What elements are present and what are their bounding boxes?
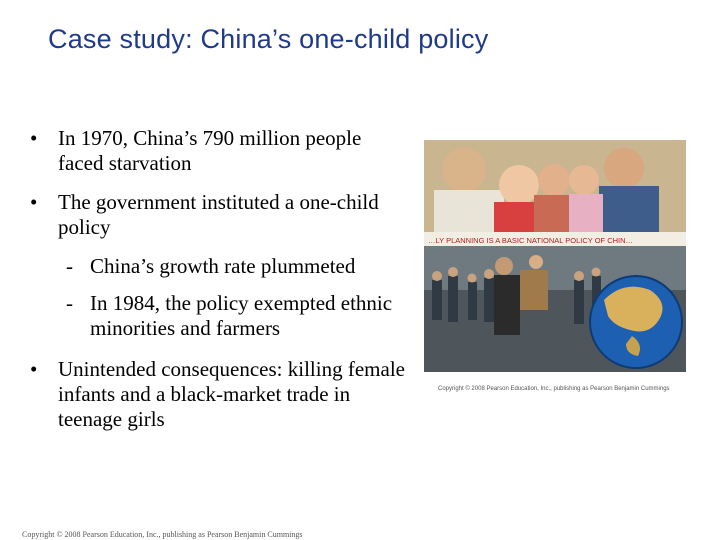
bullet-icon: • <box>30 357 38 381</box>
dash-icon: - <box>66 291 73 315</box>
bullet-text: The government instituted a one-child policy <box>58 190 379 239</box>
bullet-text: Unintended consequences: killing female infants and a black-market trade in teenage girls <box>58 357 405 431</box>
dash-icon: - <box>66 254 73 278</box>
copyright-footer: Copyright © 2008 Pearson Education, Inc., publishing as Pearson Benjamin Cummings <box>22 530 303 539</box>
bullet-list <box>30 126 410 446</box>
sub-bullet-text: In 1984, the policy exempted ethnic minorities and farmers <box>90 291 393 340</box>
sub-bullet-text: China’s growth rate plummeted <box>90 254 356 278</box>
bullet-icon: • <box>30 190 38 214</box>
billboard-photo-illustration <box>424 140 686 372</box>
bullet-text: In 1970, China’s 790 million people faced starvation <box>58 126 362 175</box>
photo-caption: Copyright © 2008 Pearson Education, Inc., publishing as Pearson Benjamin Cummings <box>438 386 670 392</box>
billboard-photo <box>424 140 686 372</box>
bullet-item <box>30 126 410 176</box>
bullet-item <box>30 357 410 432</box>
billboard-text: …LY PLANNING IS A BASIC NATIONAL POLICY OF CHIN… <box>428 236 634 245</box>
slide-title: Case study: China’s one-child policy <box>48 24 489 54</box>
sub-bullet-item <box>30 254 410 279</box>
bullet-item <box>30 190 410 240</box>
bullet-icon: • <box>30 126 38 150</box>
sub-bullet-item <box>30 291 410 341</box>
